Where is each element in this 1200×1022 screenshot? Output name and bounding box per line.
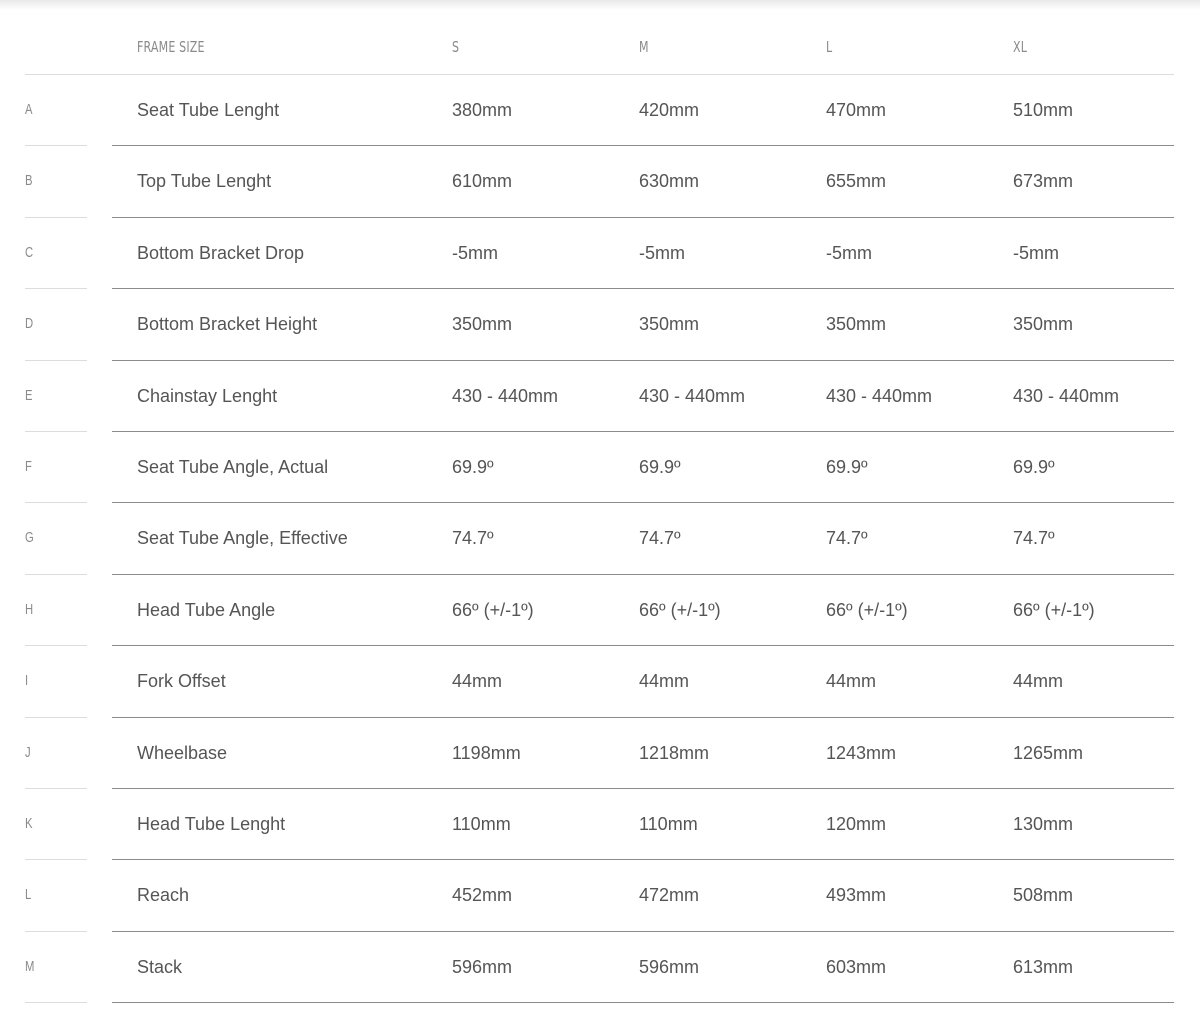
cell-size-m: 1218mm bbox=[639, 742, 710, 763]
row-letter: G bbox=[25, 529, 34, 547]
cell-size-l: 493mm bbox=[826, 885, 887, 906]
row-label: Stack bbox=[137, 956, 183, 977]
cell-size-xl: 613mm bbox=[1013, 956, 1074, 977]
cell-size-s: 66º (+/-1º) bbox=[452, 599, 534, 620]
cell-size-m: 110mm bbox=[639, 814, 698, 834]
table-row bbox=[0, 361, 1200, 432]
cell-size-l: 1243mm bbox=[826, 742, 897, 763]
cell-size-m: 430 - 440mm bbox=[639, 385, 746, 406]
cell-size-l: 470mm bbox=[826, 100, 887, 120]
row-divider bbox=[112, 1002, 1174, 1003]
cell-size-s: 44mm bbox=[452, 671, 503, 692]
cell-size-m: 44mm bbox=[639, 671, 690, 692]
cell-size-s: 380mm bbox=[452, 100, 513, 120]
cell-size-l: 69.9º bbox=[826, 457, 868, 477]
row-letter: A bbox=[25, 101, 33, 118]
row-letter: E bbox=[25, 386, 33, 404]
cell-size-xl: 44mm bbox=[1013, 671, 1064, 692]
table-row bbox=[0, 932, 1200, 1003]
cell-size-xl: 69.9º bbox=[1013, 457, 1055, 477]
cell-size-xl: 1265mm bbox=[1013, 742, 1084, 763]
row-label: Seat Tube Angle, Actual bbox=[137, 457, 329, 477]
table-row bbox=[0, 289, 1200, 360]
cell-size-xl: 66º (+/-1º) bbox=[1013, 599, 1095, 620]
row-letter: H bbox=[25, 600, 34, 618]
cell-size-l: 655mm bbox=[826, 171, 887, 192]
cell-size-xl: 130mm bbox=[1013, 814, 1074, 834]
table-row bbox=[0, 646, 1200, 717]
table-row bbox=[0, 75, 1200, 146]
cell-size-m: 472mm bbox=[639, 885, 700, 906]
row-letter: I bbox=[25, 672, 29, 690]
letter-divider bbox=[25, 1002, 87, 1003]
cell-size-m: -5mm bbox=[639, 242, 685, 263]
header-size-m: M bbox=[639, 38, 649, 56]
row-letter: K bbox=[25, 815, 33, 832]
row-label: Bottom Bracket Height bbox=[137, 314, 318, 335]
cell-size-m: 74.7º bbox=[639, 528, 681, 549]
cell-size-m: 350mm bbox=[639, 314, 700, 335]
row-label: Fork Offset bbox=[137, 671, 226, 692]
cell-size-s: 74.7º bbox=[452, 528, 494, 549]
cell-size-l: 74.7º bbox=[826, 528, 868, 549]
table-row bbox=[0, 146, 1200, 217]
cell-size-m: 596mm bbox=[639, 956, 700, 977]
row-label: Seat Tube Angle, Effective bbox=[137, 528, 348, 549]
table-row bbox=[0, 860, 1200, 931]
cell-size-xl: 74.7º bbox=[1013, 528, 1055, 549]
header-size-s: S bbox=[452, 38, 460, 56]
cell-size-m: 420mm bbox=[639, 100, 700, 120]
cell-size-s: 69.9º bbox=[452, 457, 494, 477]
cell-size-l: 44mm bbox=[826, 671, 877, 692]
cell-size-m: 69.9º bbox=[639, 457, 681, 477]
table-row bbox=[0, 789, 1200, 860]
row-label: Chainstay Lenght bbox=[137, 385, 278, 406]
header-frame-size: FRAME SIZE bbox=[137, 38, 205, 56]
row-label: Reach bbox=[137, 885, 190, 906]
row-label: Wheelbase bbox=[137, 742, 228, 763]
table-row bbox=[0, 718, 1200, 789]
cell-size-l: -5mm bbox=[826, 242, 872, 263]
cell-size-s: 596mm bbox=[452, 956, 513, 977]
cell-size-s: 1198mm bbox=[452, 742, 521, 763]
cell-size-s: -5mm bbox=[452, 242, 498, 263]
row-label: Head Tube Angle bbox=[137, 599, 276, 620]
cell-size-s: 350mm bbox=[452, 314, 513, 335]
cell-size-xl: 508mm bbox=[1013, 885, 1074, 906]
table-header bbox=[0, 0, 1200, 75]
row-letter: B bbox=[25, 172, 33, 190]
cell-size-xl: 350mm bbox=[1013, 314, 1074, 335]
table-row bbox=[0, 432, 1200, 503]
cell-size-l: 350mm bbox=[826, 314, 887, 335]
table-row bbox=[0, 218, 1200, 289]
row-label: Bottom Bracket Drop bbox=[137, 242, 305, 263]
row-letter: M bbox=[25, 957, 35, 975]
cell-size-s: 452mm bbox=[452, 885, 513, 906]
cell-size-l: 603mm bbox=[826, 956, 887, 977]
row-letter: F bbox=[25, 458, 32, 475]
row-label: Head Tube Lenght bbox=[137, 814, 286, 834]
row-label: Seat Tube Lenght bbox=[137, 100, 280, 120]
table-row bbox=[0, 503, 1200, 574]
cell-size-s: 110mm bbox=[452, 814, 511, 834]
cell-size-xl: 430 - 440mm bbox=[1013, 385, 1120, 406]
cell-size-l: 66º (+/-1º) bbox=[826, 599, 908, 620]
cell-size-m: 66º (+/-1º) bbox=[639, 599, 721, 620]
row-letter: L bbox=[25, 886, 32, 904]
row-letter: J bbox=[25, 743, 31, 761]
cell-size-s: 430 - 440mm bbox=[452, 385, 559, 406]
cell-size-s: 610mm bbox=[452, 171, 513, 192]
header-size-xl: XL bbox=[1013, 38, 1028, 56]
table-row bbox=[0, 575, 1200, 646]
header-size-l: L bbox=[826, 38, 833, 56]
row-letter: C bbox=[25, 243, 34, 261]
row-letter: D bbox=[25, 315, 34, 333]
row-label: Top Tube Lenght bbox=[137, 171, 272, 192]
cell-size-m: 630mm bbox=[639, 171, 700, 192]
cell-size-xl: -5mm bbox=[1013, 242, 1059, 263]
cell-size-l: 120mm bbox=[826, 814, 887, 834]
cell-size-xl: 510mm bbox=[1013, 100, 1074, 120]
cell-size-l: 430 - 440mm bbox=[826, 385, 933, 406]
cell-size-xl: 673mm bbox=[1013, 171, 1074, 192]
